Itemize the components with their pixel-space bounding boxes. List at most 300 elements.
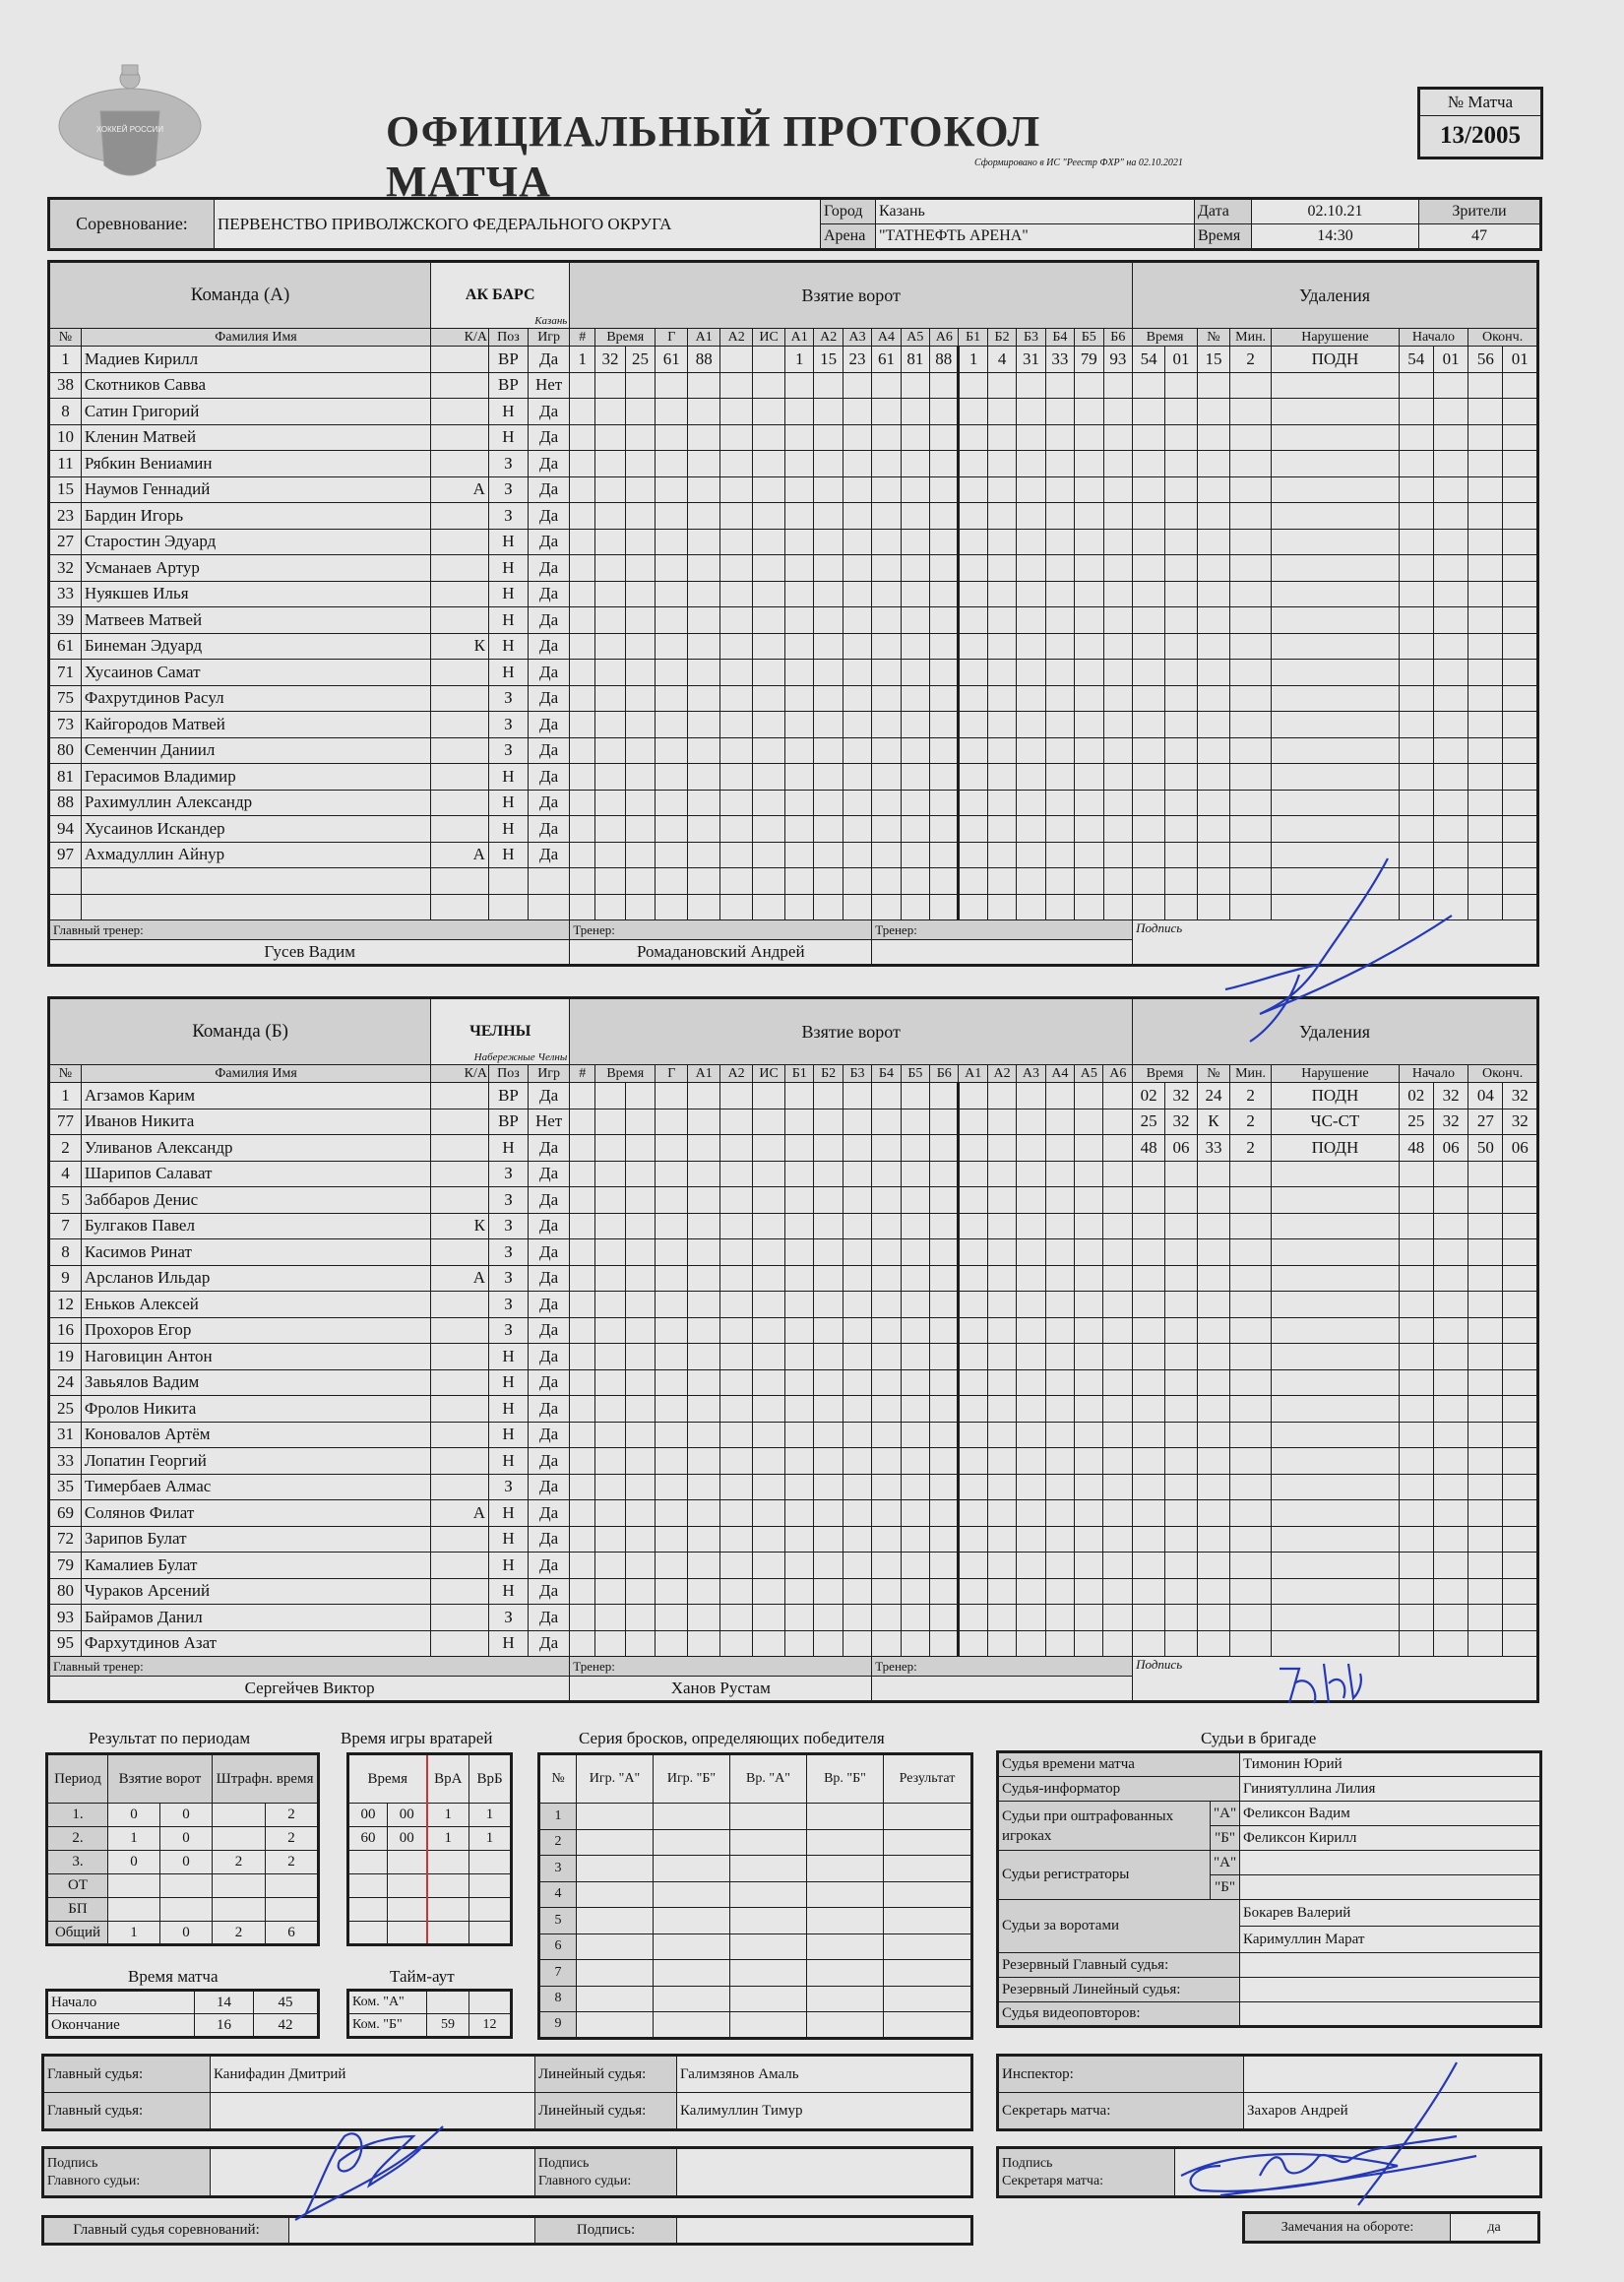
goal-onice-player xyxy=(872,1239,901,1266)
period-pim-a xyxy=(213,1827,266,1851)
goal-onice-player xyxy=(814,1553,843,1579)
goal-onice-player xyxy=(1017,1500,1045,1527)
goal-onice-player xyxy=(959,476,987,503)
goal-is xyxy=(753,1630,785,1657)
goal-onice-player xyxy=(872,868,901,895)
player-number: 77 xyxy=(49,1109,82,1135)
goal-onice-player xyxy=(987,737,1016,764)
goal-assist-2 xyxy=(720,1083,753,1109)
goal-onice-player xyxy=(930,555,959,582)
goal-onice-player xyxy=(785,424,814,451)
goal-assist-2 xyxy=(720,503,753,530)
player-played: Да xyxy=(528,1578,569,1605)
goal-onice-player xyxy=(959,1109,987,1135)
goal-assist-2 xyxy=(720,1553,753,1579)
goal-assist-1 xyxy=(688,1109,720,1135)
penalty-minute xyxy=(1133,660,1165,686)
penalty-end-sec xyxy=(1503,555,1538,582)
goal-onice-player xyxy=(843,424,871,451)
penalty-player xyxy=(1197,1630,1229,1657)
penalty-minutes xyxy=(1229,1474,1271,1500)
player-position: З xyxy=(488,1265,528,1292)
team-a-city: Казань xyxy=(534,315,568,327)
goal-onice-player xyxy=(814,503,843,530)
col-pen-time: Время xyxy=(1133,329,1198,347)
player-ka xyxy=(431,503,489,530)
goal-onice-player xyxy=(1075,1135,1103,1162)
penalty-start-sec xyxy=(1433,1292,1468,1318)
goal-number xyxy=(570,1239,595,1266)
goal-onice-player xyxy=(1045,399,1074,425)
goal-second xyxy=(625,1265,656,1292)
player-played: Да xyxy=(528,1422,569,1448)
penalty-violation xyxy=(1272,451,1399,477)
match-number-label: № Матча xyxy=(1420,90,1540,116)
goal-onice-player xyxy=(872,1317,901,1344)
goal-onice-player xyxy=(785,1630,814,1657)
period-pim-b: 2 xyxy=(266,1804,319,1827)
goal-onice-player xyxy=(959,1161,987,1187)
penalty-end-sec: 06 xyxy=(1503,1135,1538,1162)
goal-assist-2 xyxy=(720,1396,753,1423)
col-onice-11: А6 xyxy=(1103,1065,1133,1083)
penalty-violation xyxy=(1272,1239,1399,1266)
goal-onice-player xyxy=(1017,607,1045,634)
penalty-start-min xyxy=(1399,1578,1433,1605)
player-number: 7 xyxy=(49,1213,82,1239)
goal-onice-player xyxy=(814,868,843,895)
goal-assist-2 xyxy=(720,764,753,791)
goal-number xyxy=(570,1161,595,1187)
penalty-violation xyxy=(1272,1422,1399,1448)
goal-onice-player xyxy=(987,1474,1016,1500)
goal-onice-player xyxy=(930,712,959,738)
goal-onice-player xyxy=(1045,1500,1074,1527)
goal-onice-player xyxy=(872,1135,901,1162)
goal-is xyxy=(753,1213,785,1239)
penalty-violation xyxy=(1272,1630,1399,1657)
goal-onice-player xyxy=(1045,790,1074,816)
penalty-end-sec xyxy=(1503,1317,1538,1344)
shootout-round: 1 xyxy=(539,1804,577,1830)
player-ka xyxy=(431,1161,489,1187)
goal-onice-player xyxy=(814,1135,843,1162)
penalty-minutes xyxy=(1229,1422,1271,1448)
goal-assist-2 xyxy=(720,1500,753,1527)
penalty-end-sec xyxy=(1503,1630,1538,1657)
goal-second xyxy=(625,1396,656,1423)
player-position: Н xyxy=(488,633,528,660)
goal-is xyxy=(753,1083,785,1109)
player-played: Да xyxy=(528,764,569,791)
col-onice-4: А5 xyxy=(901,329,929,347)
empty-cell xyxy=(807,1986,884,2012)
penalty-minute xyxy=(1133,1578,1165,1605)
player-played: Да xyxy=(528,1213,569,1239)
goal-onice-player xyxy=(785,1317,814,1344)
penalty-minutes xyxy=(1229,633,1271,660)
goal-is xyxy=(753,1292,785,1318)
col-onice-1: Б2 xyxy=(814,1065,843,1083)
goal-scorer xyxy=(656,1187,688,1214)
player-played: Да xyxy=(528,529,569,555)
goal-onice-player xyxy=(872,372,901,399)
player-played: Да xyxy=(528,685,569,712)
player-number: 88 xyxy=(49,790,82,816)
penalty-player xyxy=(1198,607,1230,634)
goal-is xyxy=(753,1265,785,1292)
goal-onice-player xyxy=(1103,451,1133,477)
goal-minute xyxy=(595,1109,626,1135)
goal-assist-1 xyxy=(688,1265,720,1292)
goal-minute xyxy=(595,1135,626,1162)
goal-assist-1 xyxy=(688,816,720,843)
goal-onice-player xyxy=(1103,842,1133,868)
goal-onice-player xyxy=(959,685,987,712)
goal-second xyxy=(625,1187,656,1214)
goal-onice-player xyxy=(1075,816,1103,843)
goal-onice-player xyxy=(959,660,987,686)
goal-scorer xyxy=(656,633,688,660)
col-onice-9: Б4 xyxy=(1045,329,1074,347)
goal-onice-player xyxy=(987,1135,1016,1162)
goal-onice-player xyxy=(843,842,871,868)
goal-onice-player xyxy=(843,1239,871,1266)
player-name: Хусаинов Самат xyxy=(81,660,430,686)
goal-minute xyxy=(595,685,626,712)
penalty-player xyxy=(1198,737,1230,764)
penalty-second xyxy=(1165,868,1198,895)
goal-onice-player xyxy=(843,399,871,425)
competition-referee-table xyxy=(41,2215,973,2246)
goal-onice-player xyxy=(814,399,843,425)
goal-minute xyxy=(595,633,626,660)
goal-onice-player xyxy=(901,1578,929,1605)
goal-number xyxy=(570,1448,595,1475)
penalty-second xyxy=(1165,790,1198,816)
goal-onice-player xyxy=(901,842,929,868)
player-ka xyxy=(431,1553,489,1579)
penalty-minute xyxy=(1133,633,1165,660)
goal-number xyxy=(570,1578,595,1605)
goal-assist-2 xyxy=(720,1161,753,1187)
goal-minute xyxy=(595,607,626,634)
penalty-second xyxy=(1165,1553,1198,1579)
goal-onice-player xyxy=(930,633,959,660)
goal-is xyxy=(753,1187,785,1214)
goal-onice-player xyxy=(901,816,929,843)
col-onice-2: Б3 xyxy=(843,1065,871,1083)
goal-onice-player xyxy=(843,1135,871,1162)
penalty-start-min xyxy=(1399,685,1433,712)
empty-cell xyxy=(730,1960,807,1987)
goal-onice-player xyxy=(814,1317,843,1344)
goal-onice-player xyxy=(1017,399,1045,425)
goal-onice-player xyxy=(843,451,871,477)
col-goal-scorer: Г xyxy=(656,329,688,347)
player-name: Кленин Матвей xyxy=(81,424,430,451)
goal-onice-player xyxy=(814,529,843,555)
penalty-player xyxy=(1197,1396,1229,1423)
goal-onice-player xyxy=(959,1422,987,1448)
goal-onice-player xyxy=(843,476,871,503)
goal-onice-player xyxy=(1103,1605,1133,1631)
registrar-judges-label: Судьи регистраторы xyxy=(998,1851,1211,1900)
col-play: Игр xyxy=(528,1065,569,1083)
goal-onice-player xyxy=(1075,1265,1103,1292)
period-pim-b: 6 xyxy=(266,1922,319,1945)
goal-onice-player xyxy=(872,816,901,843)
goal-onice-player xyxy=(1017,529,1045,555)
penalty-end-sec xyxy=(1503,451,1538,477)
goal-onice-player xyxy=(843,1474,871,1500)
penalty-minute xyxy=(1133,1422,1165,1448)
goal-minute xyxy=(595,1265,626,1292)
player-ka xyxy=(431,1630,489,1657)
goal-minute xyxy=(595,712,626,738)
goal-onice-player xyxy=(987,424,1016,451)
penalty-minutes xyxy=(1229,1317,1271,1344)
player-number: 69 xyxy=(49,1500,82,1527)
goal-onice-player xyxy=(987,1396,1016,1423)
goal-onice-player xyxy=(901,1500,929,1527)
goal-onice-player xyxy=(1103,764,1133,791)
goal-onice-player xyxy=(1075,1083,1103,1109)
penalty-minutes xyxy=(1229,424,1271,451)
empty-cell xyxy=(807,1856,884,1882)
player-position: З xyxy=(488,503,528,530)
goal-onice-player xyxy=(901,1422,929,1448)
player-ka xyxy=(431,712,489,738)
penalty-minute: 02 xyxy=(1133,1083,1165,1109)
penalty-start-min xyxy=(1399,1239,1433,1266)
goal-onice-player xyxy=(1017,476,1045,503)
goal-scorer xyxy=(656,1317,688,1344)
penalty-minutes xyxy=(1229,1526,1271,1553)
goal-onice-player xyxy=(785,1578,814,1605)
goal-second xyxy=(625,1578,656,1605)
penalty-violation: ПОДН xyxy=(1272,1135,1399,1162)
penalty-minutes xyxy=(1229,476,1271,503)
team-b-table xyxy=(47,996,1539,1703)
secretary-label: Секретарь матча: xyxy=(998,2093,1244,2130)
goal-onice-player xyxy=(1075,555,1103,582)
player-number xyxy=(49,894,82,920)
referee-signature xyxy=(276,2117,453,2225)
goal-onice-player xyxy=(930,737,959,764)
goal-onice-player xyxy=(1075,1213,1103,1239)
player-ka xyxy=(431,1448,489,1475)
goal-is xyxy=(753,503,785,530)
goal-is xyxy=(753,1317,785,1344)
team-a-label: Команда (А) xyxy=(49,262,431,329)
empty-cell xyxy=(577,1881,654,1908)
goal-assist-1 xyxy=(688,894,720,920)
penalty-end-sec xyxy=(1503,1292,1538,1318)
secretary-signature-label-2: Секретаря матча: xyxy=(1002,2173,1104,2188)
col-assist1: А1 xyxy=(688,329,720,347)
goal-onice-player xyxy=(1103,1344,1133,1370)
penalty-player xyxy=(1198,529,1230,555)
goal-onice-player xyxy=(930,372,959,399)
penalty-start-min xyxy=(1399,1396,1433,1423)
goal-assist-1 xyxy=(688,1526,720,1553)
empty-cell xyxy=(807,2012,884,2039)
goal-number xyxy=(570,842,595,868)
goal-assist-1 xyxy=(688,1083,720,1109)
goal-number xyxy=(570,1187,595,1214)
penalty-violation xyxy=(1272,1578,1399,1605)
penalty-second xyxy=(1165,894,1198,920)
registrar-a xyxy=(1240,1851,1541,1875)
player-played: Да xyxy=(528,399,569,425)
player-played: Да xyxy=(528,712,569,738)
goal-onice-player xyxy=(872,1474,901,1500)
goal-scorer xyxy=(656,372,688,399)
goal-onice-player xyxy=(785,581,814,607)
penalty-violation xyxy=(1272,607,1399,634)
goal-onice-player xyxy=(1075,764,1103,791)
goal-onice-player xyxy=(814,1265,843,1292)
gk-second xyxy=(388,1874,427,1898)
empty-cell xyxy=(730,1908,807,1934)
goal-minute xyxy=(595,894,626,920)
goal-number xyxy=(570,476,595,503)
penalty-second xyxy=(1165,424,1198,451)
goal-onice-player xyxy=(872,1422,901,1448)
goal-number xyxy=(570,1553,595,1579)
penalty-minutes xyxy=(1229,607,1271,634)
goal-onice-player xyxy=(959,633,987,660)
goal-is xyxy=(753,764,785,791)
goal-onice-player xyxy=(901,1344,929,1370)
goal-onice-player xyxy=(959,372,987,399)
secretary-name: Захаров Андрей xyxy=(1244,2093,1541,2130)
penalty-player xyxy=(1197,1448,1229,1475)
penalty-end-sec xyxy=(1503,1422,1538,1448)
goal-onice-player xyxy=(785,712,814,738)
goal-onice-player xyxy=(1103,816,1133,843)
goal-onice-player xyxy=(1017,1292,1045,1318)
goal-onice-player xyxy=(1045,476,1074,503)
goal-onice-player xyxy=(872,1605,901,1631)
col-pen-time: Время xyxy=(1133,1065,1198,1083)
goal-onice-player xyxy=(959,764,987,791)
goal-onice-player xyxy=(1017,1422,1045,1448)
player-played: Да xyxy=(528,1344,569,1370)
goal-onice-player xyxy=(814,581,843,607)
penalty-minute xyxy=(1133,1239,1165,1266)
player-position: З xyxy=(488,737,528,764)
goal-onice-player xyxy=(901,581,929,607)
penalty-start-sec xyxy=(1433,451,1468,477)
registrar-b-tag: "Б" xyxy=(1211,1875,1240,1900)
goal-onice-player xyxy=(1045,1553,1074,1579)
player-number: 15 xyxy=(49,476,82,503)
player-position: Н xyxy=(488,1369,528,1396)
player-played xyxy=(528,894,569,920)
penalty-end-min xyxy=(1468,581,1503,607)
goal-minute xyxy=(595,1187,626,1214)
goal-scorer xyxy=(656,451,688,477)
goal-onice-player xyxy=(1045,894,1074,920)
penalty-minutes xyxy=(1229,764,1271,791)
penalty-minute xyxy=(1133,451,1165,477)
player-number: 9 xyxy=(49,1265,82,1292)
goal-onice-player xyxy=(843,1630,871,1657)
empty-cell xyxy=(654,1856,730,1882)
goal-onice-player xyxy=(987,660,1016,686)
player-ka xyxy=(431,1605,489,1631)
penalty-end-min xyxy=(1468,1161,1503,1187)
goal-onice-player xyxy=(959,790,987,816)
goal-second xyxy=(625,1344,656,1370)
penalty-end-min xyxy=(1468,712,1503,738)
goal-number xyxy=(570,737,595,764)
goal-number xyxy=(570,399,595,425)
goal-onice-player xyxy=(1075,1553,1103,1579)
penalty-violation xyxy=(1272,1474,1399,1500)
goal-assist-1 xyxy=(688,399,720,425)
period-pim-b xyxy=(266,1874,319,1898)
goal-onice-player xyxy=(1103,1265,1133,1292)
goal-onice-player xyxy=(930,1083,959,1109)
penalty-end-min xyxy=(1468,503,1503,530)
goal-minute xyxy=(595,1578,626,1605)
penalty-end-min: 56 xyxy=(1468,347,1503,373)
player-name: Агзамов Карим xyxy=(81,1083,430,1109)
penalty-minutes xyxy=(1229,1344,1271,1370)
period-goals-a: 1 xyxy=(108,1922,160,1945)
player-position: Н xyxy=(488,607,528,634)
goal-onice-player xyxy=(843,1448,871,1475)
player-ka: А xyxy=(431,476,489,503)
penalty-violation xyxy=(1272,1292,1399,1318)
period-pim-b: 2 xyxy=(266,1827,319,1851)
goal-onice-player xyxy=(930,581,959,607)
goal-onice-player xyxy=(930,1474,959,1500)
gk-minute xyxy=(348,1922,388,1945)
penalty-end-min xyxy=(1468,1213,1503,1239)
goal-onice-player xyxy=(930,451,959,477)
goal-onice-player xyxy=(959,1526,987,1553)
goal-assist-1 xyxy=(688,372,720,399)
goal-onice-player xyxy=(1045,607,1074,634)
player-position: Н xyxy=(488,424,528,451)
goal-onice-player xyxy=(1045,1526,1074,1553)
goal-onice-player xyxy=(814,555,843,582)
player-played: Нет xyxy=(528,372,569,399)
goal-assist-1 xyxy=(688,685,720,712)
goal-onice-player xyxy=(959,529,987,555)
goal-number xyxy=(570,607,595,634)
penalty-end-sec xyxy=(1503,842,1538,868)
goal-scorer xyxy=(656,1109,688,1135)
shootout-round: 4 xyxy=(539,1881,577,1908)
penalty-violation xyxy=(1272,1526,1399,1553)
player-name: Наговицин Антон xyxy=(81,1344,430,1370)
goal-onice-player xyxy=(1045,1474,1074,1500)
match-end-label: Окончание xyxy=(47,2014,195,2038)
gk-a xyxy=(427,1922,469,1945)
penalty-second xyxy=(1165,1630,1198,1657)
crew-title: Судьи в бригаде xyxy=(1201,1729,1317,1747)
goal-is xyxy=(753,790,785,816)
goal-judge-2: Каримуллин Марат xyxy=(1240,1927,1541,1953)
goal-onice-player xyxy=(1103,712,1133,738)
goal-onice-player xyxy=(1075,581,1103,607)
goal-onice-player xyxy=(901,1213,929,1239)
